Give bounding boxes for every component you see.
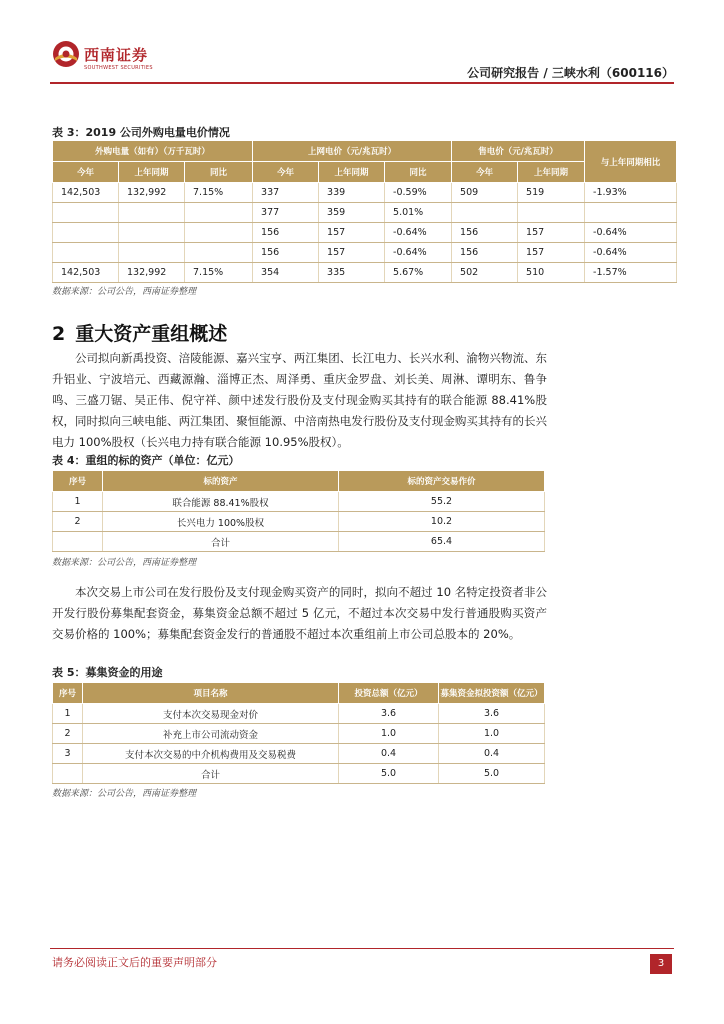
table3-subheader: 今年 <box>53 162 119 183</box>
table3-subheader: 上年同期 <box>518 162 585 183</box>
header-divider <box>50 82 674 84</box>
table3-subheader: 上年同期 <box>119 162 185 183</box>
table-cell: 156 <box>253 243 319 263</box>
table-row <box>53 492 545 512</box>
table-cell <box>119 203 185 223</box>
table-cell: 3.6 <box>339 704 439 724</box>
table3-subheader: 上年同期 <box>319 162 385 183</box>
table-row <box>53 724 545 744</box>
table-row <box>53 243 677 263</box>
table-cell: 合计 <box>103 532 339 552</box>
table-cell: 联合能源 88.41%股权 <box>103 492 339 512</box>
table-cell <box>185 243 253 263</box>
report-title: 公司研究报告 / 三峡水利（600116） <box>467 66 674 80</box>
table-cell: 510 <box>518 263 585 283</box>
section-heading <box>52 319 227 346</box>
table-cell <box>518 203 585 223</box>
table4-header-index: 序号 <box>53 471 103 492</box>
table-cell: 157 <box>319 243 385 263</box>
table-cell: 7.15% <box>185 183 253 203</box>
table4-source: 数据来源：公司公告，西南证券整理 <box>52 558 197 568</box>
table-cell: 509 <box>452 183 518 203</box>
table-cell <box>119 223 185 243</box>
table-cell: 339 <box>319 183 385 203</box>
table-cell <box>185 203 253 223</box>
table-cell: -0.59% <box>385 183 452 203</box>
company-logo <box>52 40 172 76</box>
table3-header-sale-price: 售电价（元/兆瓦时） <box>452 141 585 162</box>
table-cell: 132,992 <box>119 263 185 283</box>
table5-fund-usage <box>52 682 545 784</box>
table-cell <box>452 203 518 223</box>
table4-title: 表 4：重组的标的资产（单位：亿元） <box>52 454 240 467</box>
table-cell: 65.4 <box>339 532 545 552</box>
table-cell <box>53 532 103 552</box>
table-row <box>53 203 677 223</box>
table-cell: 157 <box>319 223 385 243</box>
table-cell <box>185 223 253 243</box>
table-cell <box>53 764 83 784</box>
table5-source: 数据来源：公司公告，西南证券整理 <box>52 789 197 799</box>
table4-header-row <box>53 471 545 492</box>
table-cell: 337 <box>253 183 319 203</box>
table-cell: 支付本次交易的中介机构费用及交易税费 <box>83 744 339 764</box>
table-cell: 142,503 <box>53 183 119 203</box>
table-cell: 502 <box>452 263 518 283</box>
table-cell: 3.6 <box>439 704 545 724</box>
table-cell: 1.0 <box>339 724 439 744</box>
table-cell: 156 <box>452 223 518 243</box>
logo-english-name: SOUTHWEST SECURITIES <box>84 65 153 71</box>
table4-header-asset: 标的资产 <box>103 471 339 492</box>
table-cell <box>585 203 677 223</box>
table3-subheader: 同比 <box>385 162 452 183</box>
table-cell: -0.64% <box>585 243 677 263</box>
table-cell: 157 <box>518 223 585 243</box>
table-cell: 0.4 <box>339 744 439 764</box>
table3-header-grid-price: 上网电价（元/兆瓦时） <box>253 141 452 162</box>
table3-group-header-row <box>53 141 677 162</box>
logo-mark-icon <box>52 40 80 68</box>
table-cell: 1.0 <box>439 724 545 744</box>
table-row <box>53 223 677 243</box>
table-cell <box>119 243 185 263</box>
table-cell: 5.67% <box>385 263 452 283</box>
page-number: 3 <box>650 954 672 974</box>
table3-subheader: 同比 <box>185 162 253 183</box>
table5-header-row <box>53 683 545 704</box>
table-cell: -0.64% <box>585 223 677 243</box>
table3-subheader: 今年 <box>253 162 319 183</box>
table-cell: 7.15% <box>185 263 253 283</box>
table3-purchased-power <box>52 140 677 283</box>
table-row <box>53 512 545 532</box>
table3-header-yoy: 与上年同期相比 <box>585 141 677 183</box>
table-cell: 3 <box>53 744 83 764</box>
table-cell: 132,992 <box>119 183 185 203</box>
section-paragraph-1: 公司拟向新禹投资、涪陵能源、嘉兴宝亨、两江集团、长江电力、长兴水利、渝物兴物流、东升铝业、宁波培元、西藏源瀚、淄博正杰、周泽勇、重庆金罗盘、刘长美、周淋、谭明东、鲁争鸣、三盛刀锯、吴正伟、倪守祥、颜中述发行股份及支付现金购买其持有的联合能源 88.41%股权，同时拟向三峡电能、两江集团、聚恒能源、中涪南热电发行股份及支付现金购买其持有的长兴电力 100%股权（长兴电力持有联合能源 10.95%股权）。 <box>52 351 547 449</box>
table-cell <box>53 223 119 243</box>
table-cell: 359 <box>319 203 385 223</box>
table-row <box>53 532 545 552</box>
table5-header-project: 项目名称 <box>83 683 339 704</box>
table3-subheader: 今年 <box>452 162 518 183</box>
table-cell <box>53 203 119 223</box>
table-cell: 142,503 <box>53 263 119 283</box>
table-cell <box>53 243 119 263</box>
table4-header-price: 标的资产交易作价 <box>339 471 545 492</box>
table-cell: -1.93% <box>585 183 677 203</box>
table-cell: 55.2 <box>339 492 545 512</box>
page-header <box>0 0 724 90</box>
table-cell: 10.2 <box>339 512 545 532</box>
table-row <box>53 764 545 784</box>
table5-title: 表 5：募集资金的用途 <box>52 666 163 679</box>
table-cell: 2 <box>53 724 83 744</box>
table-cell: -1.57% <box>585 263 677 283</box>
table5-header-index: 序号 <box>53 683 83 704</box>
table-cell: 长兴电力 100%股权 <box>103 512 339 532</box>
table-cell: 354 <box>253 263 319 283</box>
table-cell: 支付本次交易现金对价 <box>83 704 339 724</box>
table3-title: 表 3：2019 公司外购电量电价情况 <box>52 126 230 139</box>
section-paragraph-2: 本次交易上市公司在发行股份及支付现金购买资产的同时，拟向不超过 10 名特定投资者非公开发行股份募集配套资金，募集资金总额不超过 5 亿元，不超过本次交易中发行普通股购买资产交易价格的 100%；募集配套资金发行的普通股不超过本次重组前上市公司总股本的 20%。 <box>52 585 547 641</box>
table-row <box>53 183 677 203</box>
table5-header-raised: 募集资金拟投资额（亿元） <box>439 683 545 704</box>
table-cell: 1 <box>53 492 103 512</box>
table-cell: 335 <box>319 263 385 283</box>
table3-header-purchased: 外购电量（如有）（万千瓦时） <box>53 141 253 162</box>
table-cell: 156 <box>452 243 518 263</box>
table-cell: 5.01% <box>385 203 452 223</box>
table-cell: -0.64% <box>385 223 452 243</box>
section-title: 重大资产重组概述 <box>75 323 228 345</box>
table-cell: 5.0 <box>339 764 439 784</box>
table4-target-assets <box>52 470 545 552</box>
table-row <box>53 263 677 283</box>
table3-source: 数据来源：公司公告，西南证券整理 <box>52 287 197 297</box>
table-cell: 156 <box>253 223 319 243</box>
table-cell: 1 <box>53 704 83 724</box>
table5-header-total: 投资总额（亿元） <box>339 683 439 704</box>
table-row <box>53 704 545 724</box>
table-cell: 377 <box>253 203 319 223</box>
footer-divider <box>50 948 674 949</box>
table-cell: 2 <box>53 512 103 532</box>
table-cell: 519 <box>518 183 585 203</box>
section-number: 2 <box>52 323 66 345</box>
table-cell: 0.4 <box>439 744 545 764</box>
table-cell: 5.0 <box>439 764 545 784</box>
table3-sub-header-row <box>53 162 677 183</box>
table-cell: -0.64% <box>385 243 452 263</box>
table-cell: 合计 <box>83 764 339 784</box>
logo-chinese-name: 西南证券 <box>84 46 149 64</box>
table-cell: 157 <box>518 243 585 263</box>
footer-disclaimer: 请务必阅读正文后的重要声明部分 <box>52 956 217 969</box>
table-cell: 补充上市公司流动资金 <box>83 724 339 744</box>
table-row <box>53 744 545 764</box>
